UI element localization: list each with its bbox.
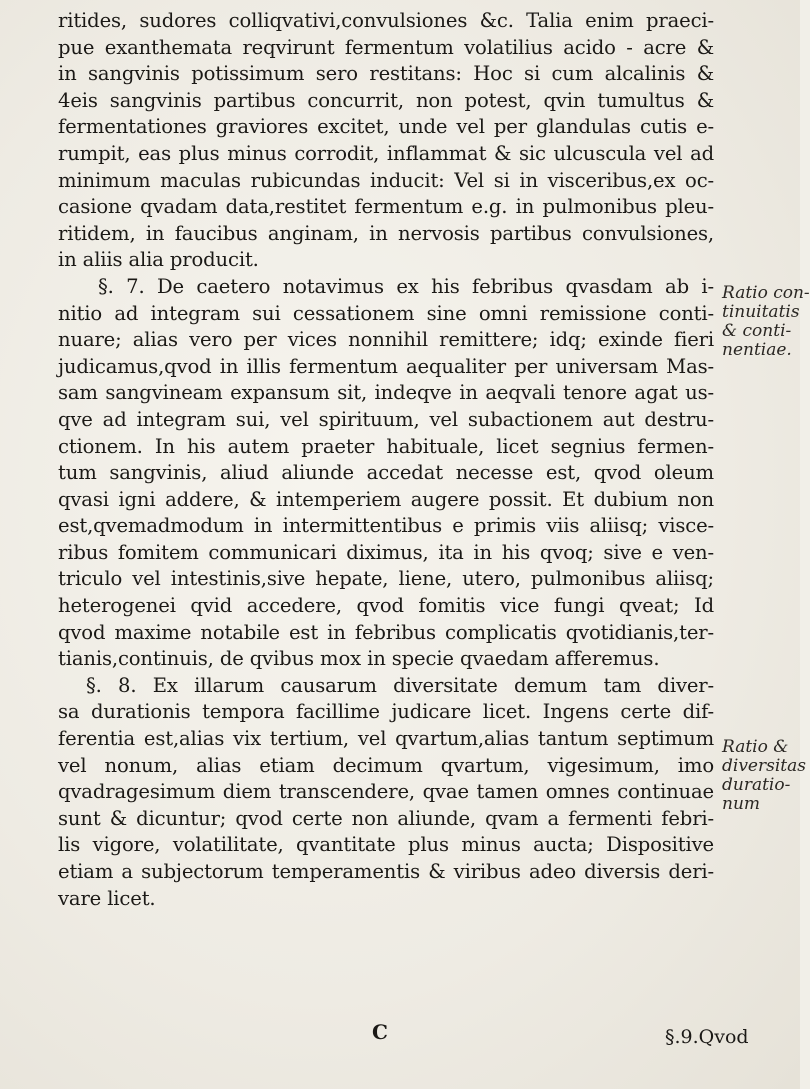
text-line: nitio ad integram sui cessationem sine omni remissione conti- [58,301,714,325]
text-line: ctionem. In his autem praeter habituale, licet segnius fermen- [58,434,714,458]
text-line: tianis,continuis, de qvibus mox in specie qvaedam afferemus. [58,647,660,671]
margin-note-duration [722,737,806,814]
text-line: casione qvadam data,restitet fermentum e.g. in pulmonibus pleu- [58,195,714,219]
margin-note-line: num [722,794,761,814]
text-line: in aliis alia producit. [58,248,259,272]
text-line: heterogenei qvid accedere, qvod fomitis vice fungi qveat; Id [58,594,714,618]
text-line: qvasi igni addere, & intemperiem augere possit. Et dubium non [58,487,714,511]
text-line: sunt & dicuntur; qvod certe non aliunde, qvam a fermenti febri- [58,806,714,830]
main-text-block [58,8,714,912]
text-line: vel nonum, alias etiam decimum qvartum, vigesimum, imo [58,753,714,777]
text-line: minimum maculas rubicundas inducit: Vel si in visceribus,ex oc- [58,168,714,192]
text-line: qve ad integram sui, vel spirituum, vel subactionem aut destru- [58,407,714,431]
text-line: sa durationis tempora facillime judicare licet. Ingens certe dif- [58,700,714,724]
text-line: qvod maxime notabile est in febribus complicatis qvotidianis,ter- [58,620,714,644]
text-line: ritidem, in faucibus anginam, in nervosis partibus convulsiones, [58,221,714,245]
text-line: qvadragesimum diem transcendere, qvae tamen omnes continuae [58,780,714,804]
text-line: etiam a subjectorum temperamentis & viribus adeo diversis deri- [58,860,714,883]
signature-mark: C [372,1020,388,1044]
text-line: in sangvinis potissimum sero restitans: Hoc si cum alcalinis & [58,62,714,86]
text-line: 4eis sangvinis partibus concurrit, non potest, qvin tumultus & [58,88,714,112]
margin-note-continuity [722,283,810,360]
text-line: rumpit, eas plus minus corrodit, inflammat & sic ulcuscula vel ad [58,141,714,165]
margin-note-line: & conti- [722,321,792,341]
text-line: judicamus,qvod in illis fermentum aequaliter per universam Mas- [58,354,714,378]
paragraph-8-start: §. 8. Ex illarum causarum diversitate demum tam diver- [86,673,714,697]
text-line: fermentationes graviores excitet, unde vel per glandulas cutis e- [58,115,714,139]
margin-note-line: Ratio & [722,737,789,757]
text-line: ribus fomitem communicari diximus, ita in his qvoq; sive e ven- [58,540,714,564]
text-line: ritides, sudores colliqvativi,convulsiones &c. Talia enim praeci- [58,9,714,32]
margin-note-line: Ratio con- [722,283,810,303]
catchword: §.9.Qvod [665,1026,749,1048]
text-line: triculo vel intestinis,sive hepate, liene, utero, pulmonibus aliisq; [58,567,714,591]
text-line: vare licet. [58,886,156,910]
text-line: lis vigore, volatilitate, qvantitate plus minus aucta; Dispositive [58,833,714,857]
text-line: nuare; alias vero per vices nonnihil remittere; idq; exinde fieri [58,328,714,352]
margin-note-line: nentiae. [722,340,792,360]
text-line: ferentia est,alias vix tertium, vel qvartum,alias tantum septimum [58,727,714,751]
text-line: est,qvemadmodum in intermittentibus e primis viis aliisq; visce- [58,514,714,538]
text-line: sam sangvineam expansum sit, indeqve in aeqvali tenore agat us- [58,381,714,405]
margin-note-line: duratio- [722,775,791,795]
text-line: pue exanthemata reqvirunt fermentum volatilius acido - acre & [58,35,714,59]
paragraph-7-start: §. 7. De caetero notavimus ex his febribus qvasdam ab i- [98,274,714,298]
margin-note-line: tinuitatis [722,302,800,322]
text-line: tum sangvinis, aliud aliunde accedat necesse est, qvod oleum [58,461,714,485]
margin-note-line: diversitas [722,756,806,776]
